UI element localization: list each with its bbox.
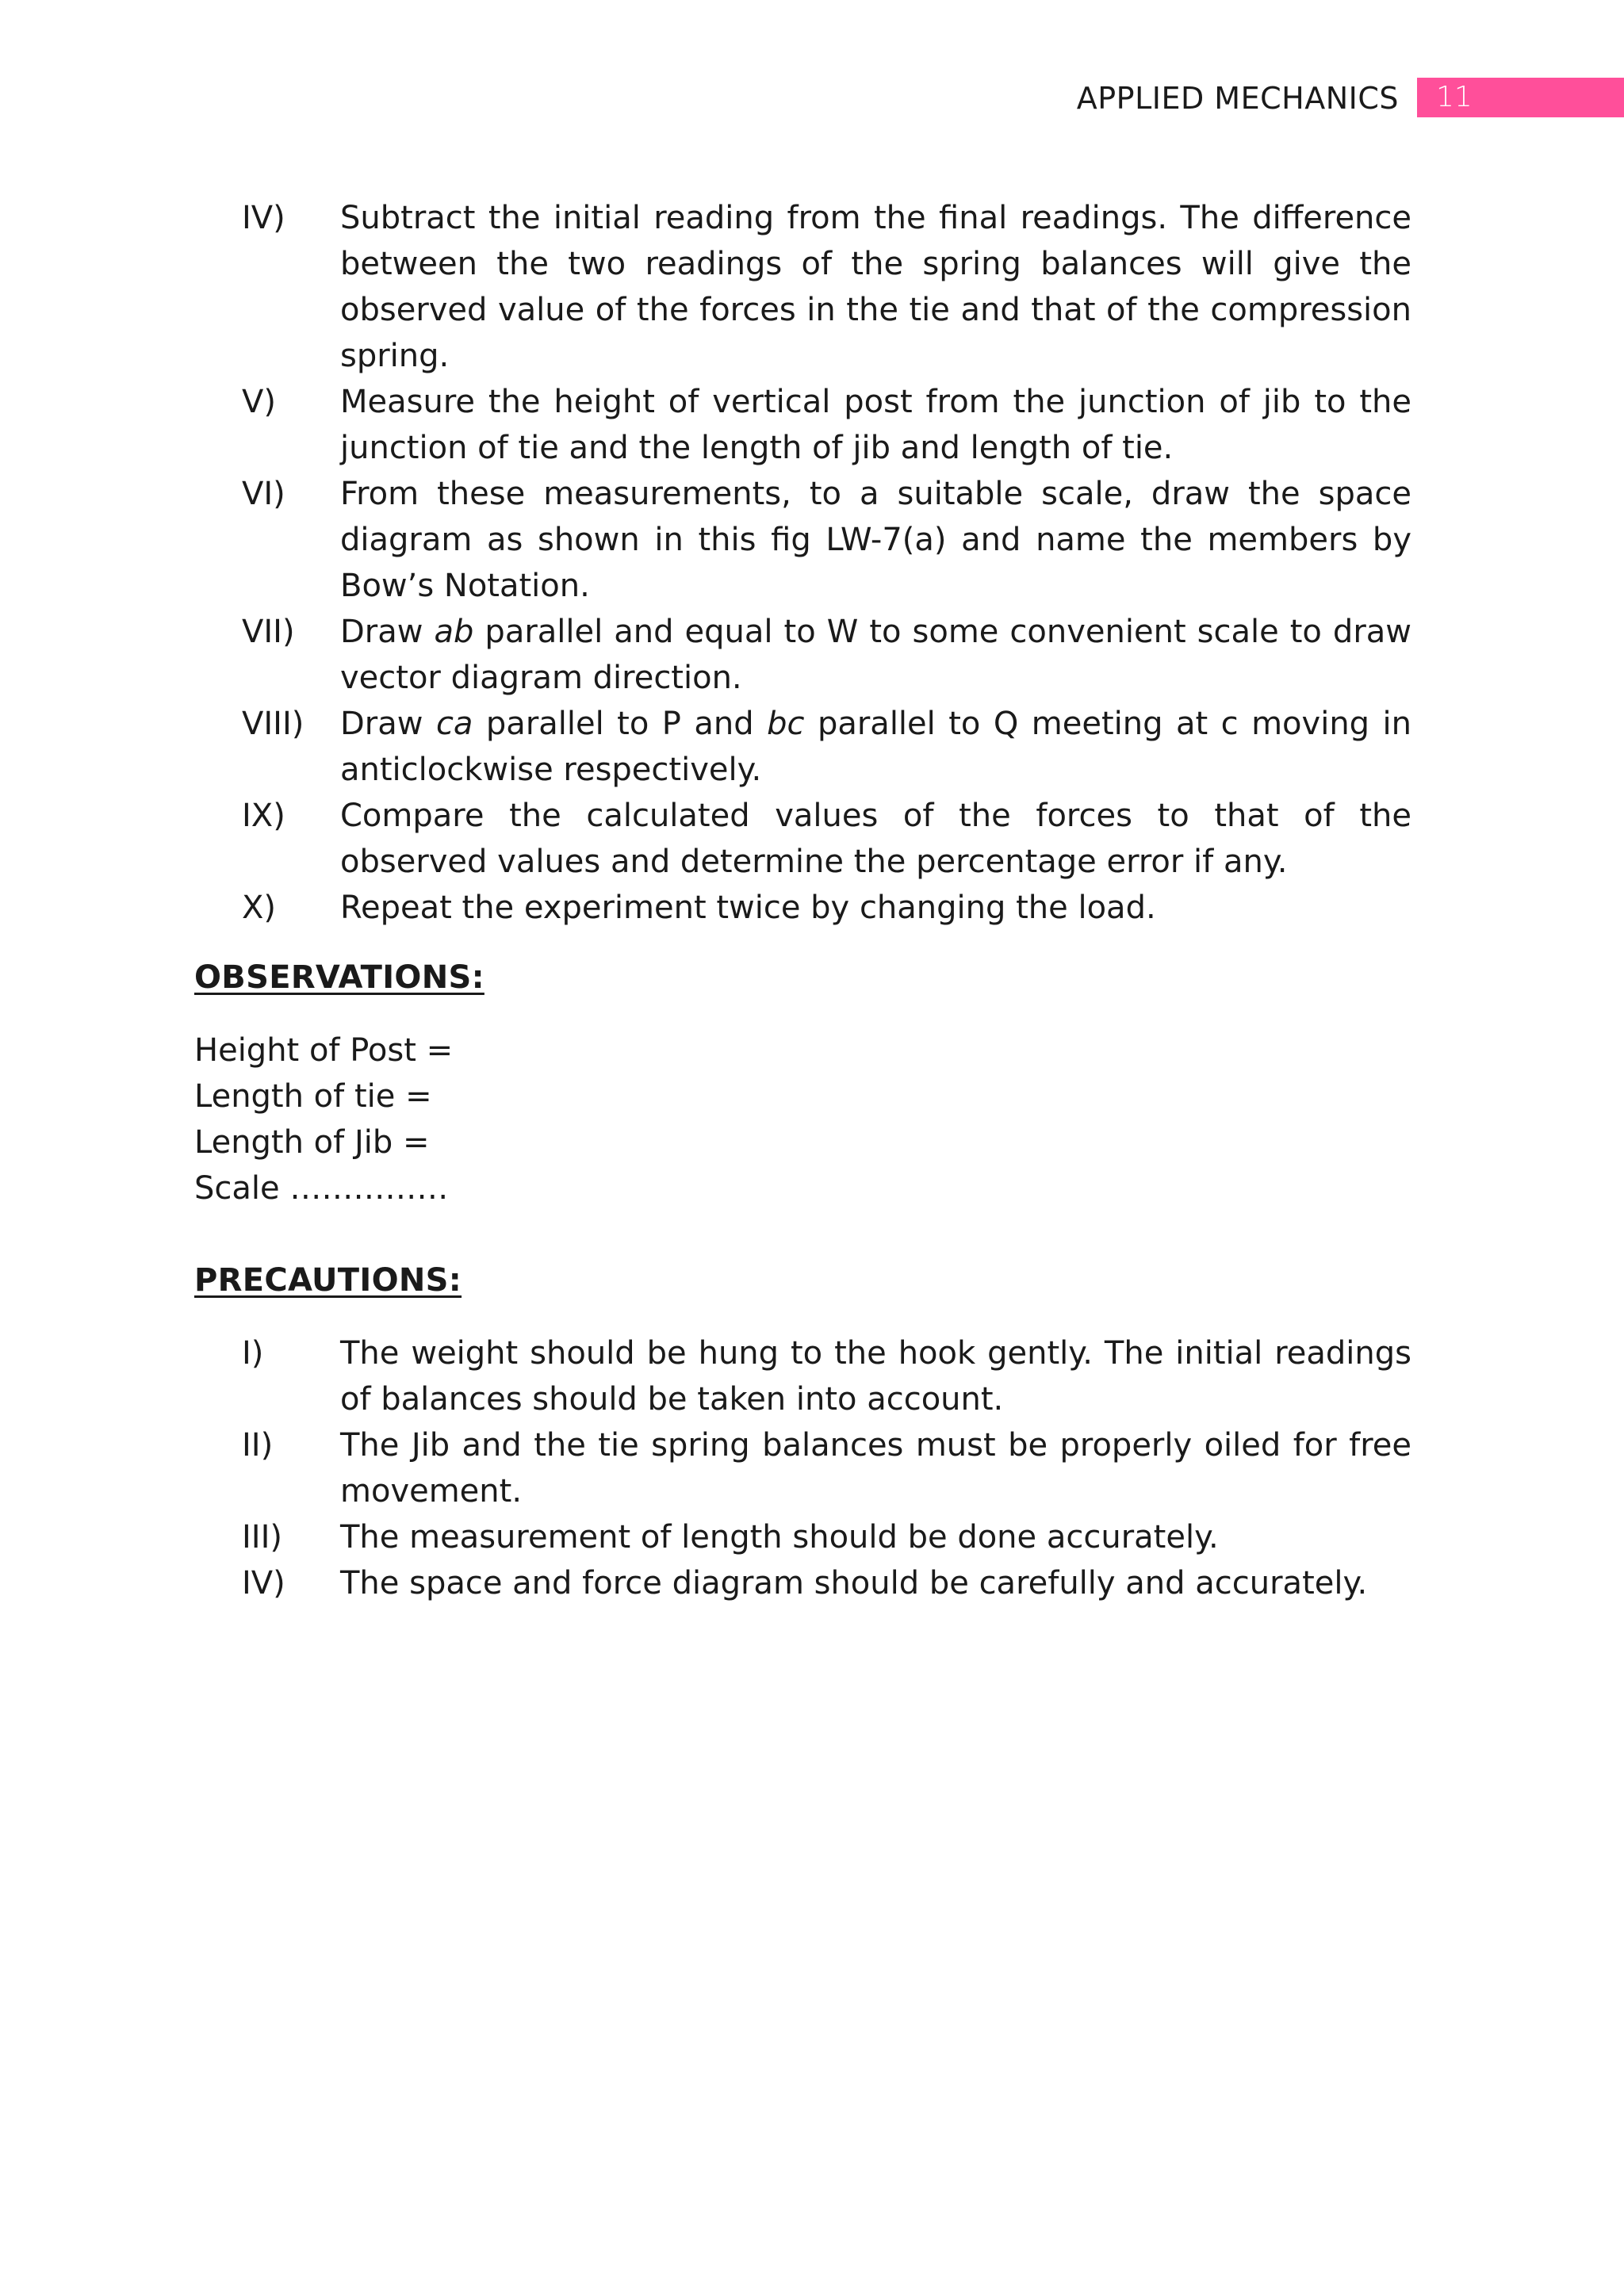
step-text: Compare the calculated values of the forces to that of the observed values and determine the percentage error if any. [340,798,1411,880]
vector-label-ca: ca [435,706,473,742]
precautions-heading: PRECAUTIONS: [194,1262,462,1299]
precautions-list [194,1330,1411,1606]
step-marker: VI) [242,476,285,512]
step-text: From these measurements, to a suitable scale, draw the space diagram as shown in this fig LW-7(a) and name the members by Bow’s Notation. [340,476,1411,604]
step-marker: X) [242,890,277,926]
observation-length-of-jib: Length of Jib = [194,1124,430,1161]
step-text: Measure the height of vertical post from the junction of jib to the junction of tie and the length of jib and length of tie. [340,384,1411,466]
step-marker: V) [242,384,276,420]
procedure-step [194,701,1411,793]
step-text: Subtract the initial reading from the final readings. The difference between the two readings of the spring balances will give the observed value of the forces in the tie and that of the compression spring. [340,200,1411,374]
precaution-item [194,1560,1411,1606]
precaution-text: The weight should be hung to the hook gently. The initial readings of balances should be taken into account. [340,1335,1411,1418]
step-text: Repeat the experiment twice by changing the load. [340,890,1156,926]
procedure-step [194,471,1411,609]
step-text-part: parallel and equal to W to some convenient scale to draw vector diagram direction. [340,614,1411,696]
observation-height-of-post: Height of Post = [194,1032,454,1069]
precaution-marker: II) [242,1427,274,1464]
procedure-step [194,195,1411,379]
precaution-marker: IV) [242,1565,285,1601]
procedure-list [194,195,1411,931]
observation-scale: Scale …………… [194,1170,449,1207]
page-number: 11 [1436,81,1473,113]
precaution-item [194,1422,1411,1514]
precaution-text: The Jib and the tie spring balances must be properly oiled for free movement. [340,1427,1411,1510]
observations-heading: OBSERVATIONS: [194,959,485,996]
step-text-part: Draw [340,614,435,650]
vector-label-ab: ab [434,614,474,650]
vector-label-bc: bc [767,706,805,742]
step-text-part: parallel to P and [473,706,768,742]
page-number-tab [1417,78,1624,117]
precaution-item [194,1330,1411,1422]
precaution-marker: I) [242,1335,264,1372]
procedure-step [194,793,1411,885]
step-text-part: parallel to Q meeting at c moving in anticlockwise respectively. [340,706,1411,788]
step-marker: VIII) [242,706,304,742]
step-text-part: Draw [340,706,436,742]
procedure-step [194,379,1411,471]
procedure-step [194,885,1411,931]
precaution-text: The space and force diagram should be carefully and accurately. [340,1565,1368,1601]
page-content [194,195,1411,1606]
step-marker: VII) [242,614,295,650]
observations-block [194,1027,1411,1211]
observation-length-of-tie: Length of tie = [194,1078,432,1115]
precaution-item [194,1514,1411,1560]
step-marker: IX) [242,798,285,834]
procedure-step [194,609,1411,701]
precaution-marker: III) [242,1519,282,1556]
running-header-title: APPLIED MECHANICS [1076,81,1399,116]
step-marker: IV) [242,200,285,236]
precaution-text: The measurement of length should be done accurately. [340,1519,1219,1556]
